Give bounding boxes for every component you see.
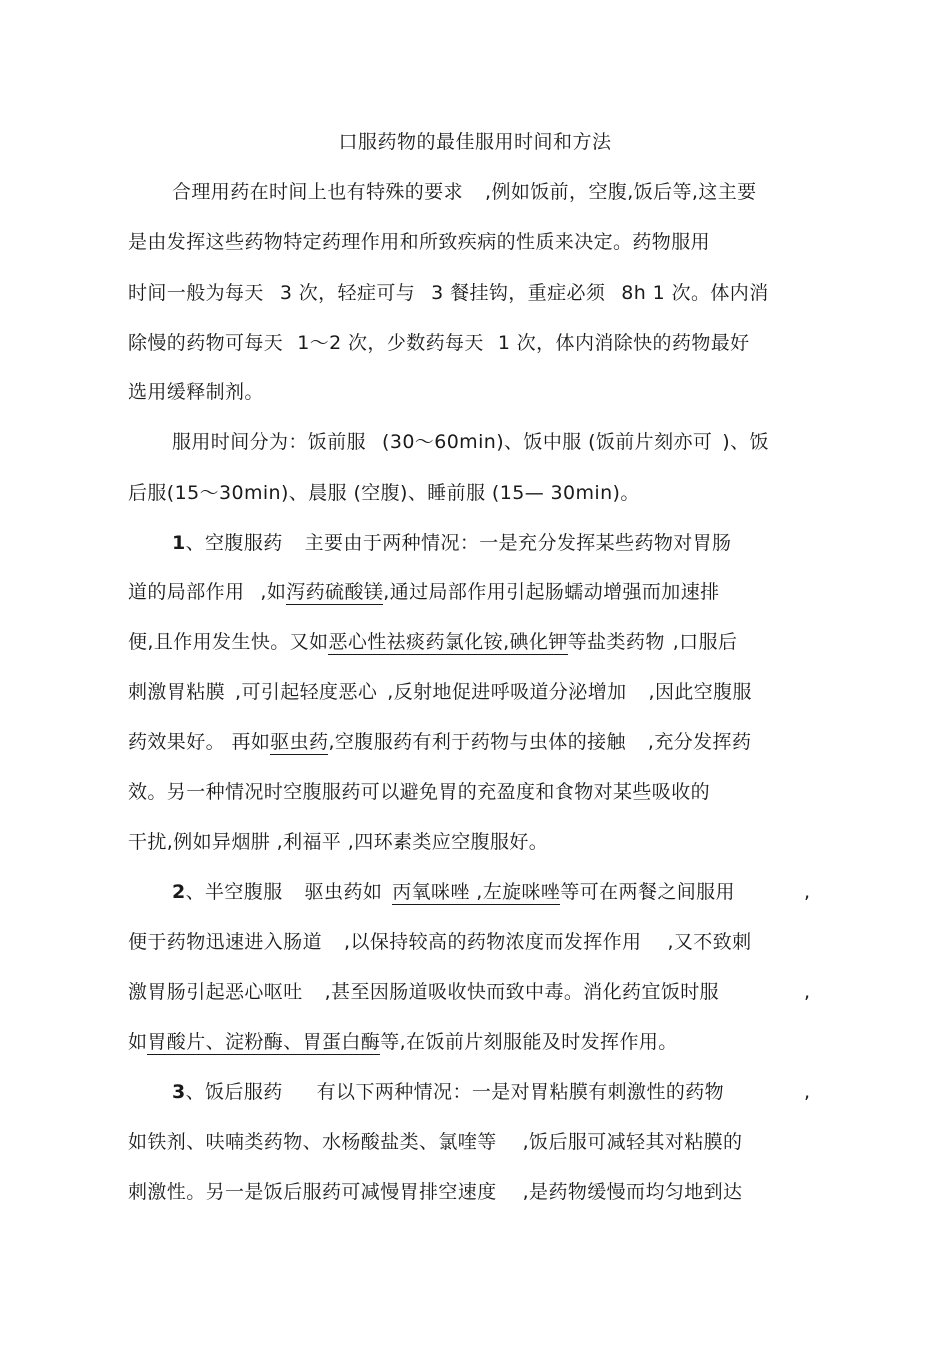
section-2-line-4: 如胃酸片、淀粉酶、胃蛋白酶等,在饭前片刻服能及时发挥作用。: [128, 1031, 678, 1053]
underlined-drug-term: 恶心性祛痰药氯化铵: [328, 631, 504, 653]
paragraph-1-line-1: 合理用药在时间上也有特殊的要求 ,例如饭前，空腹,饭后等,这主要: [172, 181, 757, 203]
section-2-line-3-trailing-comma: ,: [804, 981, 811, 1003]
section-2-heading: 、半空腹服: [185, 881, 283, 903]
section-1-line-5: 药效果好。 再如驱虫药,空腹服药有利于药物与虫体的接触 ,充分发挥药: [128, 731, 752, 753]
section-1-heading: 、空腹服药: [185, 532, 283, 554]
section-1-line-3: 便,且作用发生快。又如恶心性祛痰药氯化铵,碘化钾等盐类药物 ,口服后: [128, 631, 738, 653]
section-1-line-2: 道的局部作用 ,如泻药硫酸镁,通过局部作用引起肠蠕动增强而加速排: [128, 581, 720, 603]
section-3-line-3: 刺激性。另一是饭后服药可减慢胃排空速度 ,是药物缓慢而均匀地到达: [128, 1181, 743, 1203]
underlined-drug-term: 胃酸片、淀粉酶、胃蛋白酶: [147, 1031, 381, 1053]
paragraph-1-line-2: 是由发挥这些药物特定药理作用和所致疾病的性质来决定。药物服用: [128, 231, 711, 253]
section-2-line-1-trailing-comma: ,: [804, 881, 811, 903]
paragraph-1-line-3: 时间一般为每天 3 次，轻症可与 3 餐挂钩，重症必须 8h 1 次。体内消: [128, 282, 769, 304]
underlined-drug-term: 驱虫药: [270, 731, 329, 753]
section-3-line-1: 3、饭后服药 有以下两种情况：一是对胃粘膜有刺激性的药物: [172, 1081, 725, 1103]
section-1-line-4: 刺激胃粘膜 ,可引起轻度恶心 ,反射地促进呼吸道分泌增加 ,因此空腹服: [128, 681, 752, 703]
paragraph-2-line-2: 后服(15～30min)、晨服 (空腹)、睡前服 (15— 30min)。: [128, 482, 640, 504]
section-1-line-1: 1、空腹服药 主要由于两种情况：一是充分发挥某些药物对胃肠: [172, 532, 732, 554]
section-1-line-7: 干扰,例如异烟肼 ,利福平 ,四环素类应空腹服好。: [128, 831, 549, 853]
paragraph-2-line-1: 服用时间分为：饭前服 (30～60min)、饭中服 (饭前片刻亦可 )、饭: [172, 431, 769, 453]
underlined-drug-term: 泻药硫酸镁: [286, 581, 384, 603]
section-3-line-1-trailing-comma: ,: [804, 1081, 811, 1103]
paragraph-1-line-5: 选用缓释制剂。: [128, 381, 264, 403]
section-2-number: 2: [172, 881, 186, 903]
page-title: 口服药物的最佳服用时间和方法: [338, 131, 612, 153]
section-3-heading: 、饭后服药: [185, 1081, 283, 1103]
paragraph-1-line-4: 除慢的药物可每天 1～2 次，少数药每天 1 次，体内消除快的药物最好: [128, 332, 750, 354]
section-2-line-1: 2、半空腹服 驱虫药如 丙氧咪唑 ,左旋咪唑等可在两餐之间服用: [172, 881, 735, 903]
section-3-line-2: 如铁剂、呋喃类药物、水杨酸盐类、氯喹等 ,饭后服可减轻其对粘膜的: [128, 1131, 743, 1153]
section-1-number: 1: [172, 532, 186, 554]
section-3-number: 3: [172, 1081, 186, 1103]
section-2-line-3: 激胃肠引起恶心呕吐 ,甚至因肠道吸收快而致中毒。消化药宜饭时服: [128, 981, 720, 1003]
underlined-drug-term: 碘化钾: [509, 631, 568, 653]
section-1-line-6: 效。另一种情况时空腹服药可以避免胃的充盈度和食物对某些吸收的: [128, 781, 711, 803]
section-2-line-2: 便于药物迅速进入肠道 ,以保持较高的药物浓度而发挥作用 ,又不致刺: [128, 931, 752, 953]
underlined-drug-term: 丙氧咪唑 ,左旋咪唑: [392, 881, 561, 903]
